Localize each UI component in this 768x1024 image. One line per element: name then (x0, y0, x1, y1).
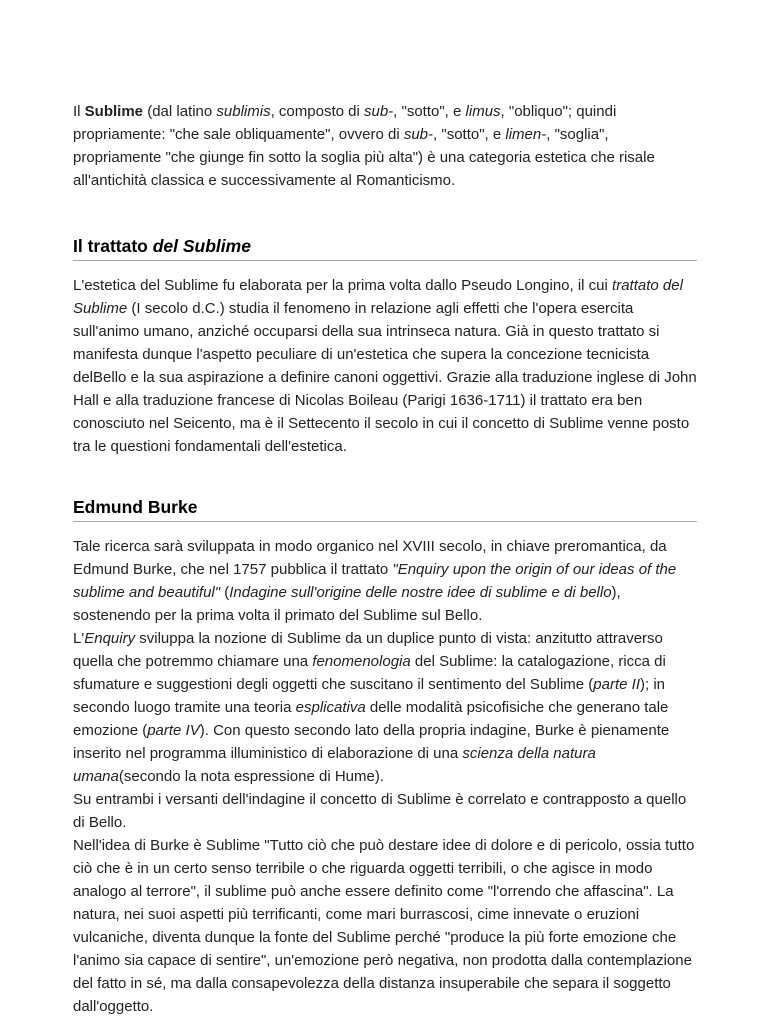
heading-edmund-burke: Edmund Burke (73, 495, 697, 522)
article-page (73, 100, 697, 1018)
burke-paragraph-2: L'Enquiry sviluppa la nozione di Sublime da un duplice punto di vista: anzitutto attraverso quella che potremmo chiamare una fenomenologia del Sublime: la catalogazione, ricca di sfumature e suggestioni degli oggetti che suscitano il sentimento del Sublime (parte II); in secondo luogo tramite una teoria esplicativa delle modalità psicofisiche che generano tale emozione (parte IV). Con questo secondo lato della propria indagine, Burke è pienamente inserito nel programma illuministico di elaborazione di una scienza della natura umana(secondo la nota espressione di Hume). (73, 630, 670, 785)
burke-paragraph-3: Su entrambi i versanti dell'indagine il concetto di Sublime è correlato e contrapposto a quello di Bello. (73, 791, 687, 831)
burke-paragraph-1: Tale ricerca sarà sviluppata in modo organico nel XVIII secolo, in chiave preromantica, da Edmund Burke, che nel 1757 pubblica il trattato "Enquiry upon the origin of our ideas of the sublime and beautiful" (Indagine sull'origine delle nostre idee di sublime e di bello), sostenendo per la prima volta il primato del Sublime sul Bello. (73, 538, 677, 624)
heading-trattato: Il trattato del Sublime (73, 234, 697, 261)
intro-paragraph: Il Sublime (dal latino sublimis, composto di sub-, "sotto", e limus, "obliquo"; quindi propriamente: "che sale obliquamente", ovvero di sub-, "sotto", e limen-, "soglia", propriamente "che giunge fin sotto la soglia più alta") è una categoria estetica che risale all'antichità classica e successivamente al Romanticismo. (73, 103, 655, 189)
sublime-term: Sublime (84, 103, 144, 120)
trattato-paragraph: L'estetica del Sublime fu elaborata per la prima volta dallo Pseudo Longino, il cui trattato del Sublime (I secolo d.C.) studia il fenomeno in relazione agli effetti che l'opera esercita sull'animo umano, anziché occuparsi della sua intrinseca natura. Già in questo trattato si manifesta dunque l'aspetto peculiare di un'estetica che supera la concezione tecnicista delBello e la sua aspirazione a definire canoni oggettivi. Grazie alla traduzione inglese di John Hall e alla traduzione francese di Nicolas Boileau (Parigi 1636-1711) il trattato era ben conosciuto nel Seicento, ma è il Settecento il secolo in cui il concetto di Sublime venne posto tra le questioni fondamentali dell'estetica. (73, 277, 697, 455)
burke-paragraph-4: Nell'idea di Burke è Sublime "Tutto ciò che può destare idee di dolore e di pericolo, ossia tutto ciò che è in un certo senso terribile o che riguarda oggetti terribili, o che agisce in modo analogo al terrore", il sublime può anche essere definito come "l'orrendo che affascina". La natura, nei suoi aspetti più terrificanti, come mari burrascosi, cime innevate o eruzioni vulcaniche, diventa dunque la fonte del Sublime perché "produce la più forte emozione che l'animo sia capace di sentire", un'emozione però negativa, non prodotta dalla contemplazione del fatto in sé, ma dalla consapevolezza della distanza insuperabile che separa il soggetto dall'oggetto. (73, 837, 695, 1015)
